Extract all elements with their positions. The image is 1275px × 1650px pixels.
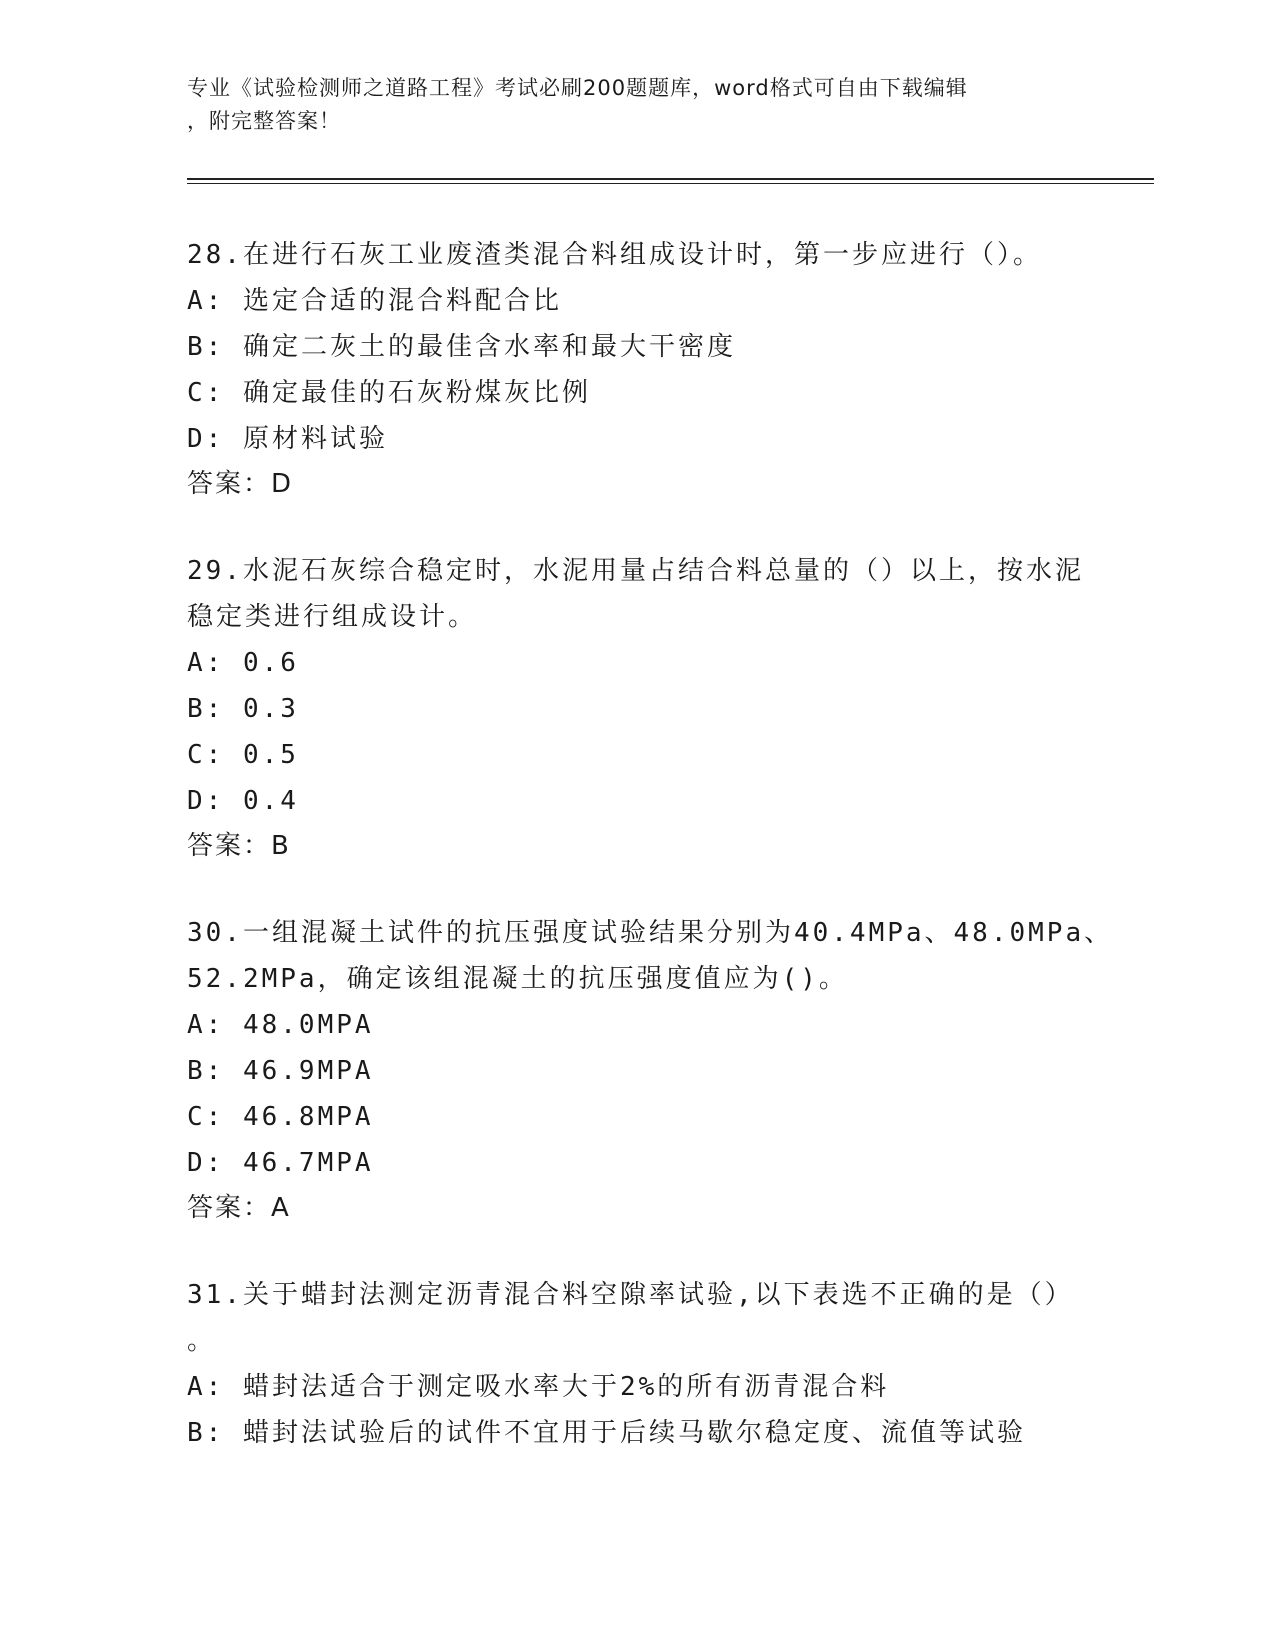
question-stem-line-2: 。: [187, 1326, 217, 1356]
question-stem-line-1: 29.水泥石灰综合稳定时，水泥用量占结合料总量的（）以上，按水泥: [187, 556, 1084, 586]
question-28: [187, 232, 1087, 506]
option-d: D: 0.4: [187, 786, 299, 816]
answer-label: 答案：B: [187, 831, 291, 861]
option-d: D: 原材料试验: [187, 424, 388, 454]
question-stem: 28.在进行石灰工业废渣类混合料组成设计时，第一步应进行（）。: [187, 240, 1042, 270]
question-stem-line-2: 52.2MPa，确定该组混凝土的抗压强度值应为()。: [187, 964, 848, 994]
question-stem-line-1: 31.关于蜡封法测定沥青混合料空隙率试验,以下表选不正确的是（）: [187, 1280, 1074, 1310]
option-a: A: 蜡封法适合于测定吸水率大于2%的所有沥青混合料: [187, 1372, 890, 1402]
option-a: A: 0.6: [187, 648, 299, 678]
option-c: C: 0.5: [187, 740, 299, 770]
question-30: [187, 910, 1114, 1230]
question-stem-line-2: 稳定类进行组成设计。: [187, 602, 478, 632]
question-29: [187, 548, 1087, 868]
answer-label: 答案：D: [187, 469, 294, 499]
option-b: B: 蜡封法试验后的试件不宜用于后续马歇尔稳定度、流值等试验: [187, 1418, 1026, 1448]
option-b: B: 确定二灰土的最佳含水率和最大干密度: [187, 332, 736, 362]
option-c: C: 46.8MPA: [187, 1102, 374, 1132]
answer-label: 答案：A: [187, 1193, 291, 1223]
option-b: B: 46.9MPA: [187, 1056, 374, 1086]
option-a: A: 选定合适的混合料配合比: [187, 286, 562, 316]
option-a: A: 48.0MPA: [187, 1010, 374, 1040]
header-divider-thin: [187, 183, 1154, 184]
option-d: D: 46.7MPA: [187, 1148, 374, 1178]
option-c: C: 确定最佳的石灰粉煤灰比例: [187, 378, 591, 408]
header-line-1: 专业《试验检测师之道路工程》考试必刷200题题库，word格式可自由下载编辑: [187, 76, 968, 100]
question-list: [187, 232, 1114, 1498]
question-31: [187, 1272, 1087, 1456]
option-b: B: 0.3: [187, 694, 299, 724]
header-line-2: ，附完整答案！: [187, 109, 341, 133]
question-stem-line-1: 30.一组混凝土试件的抗压强度试验结果分别为40.4MPa、48.0MPa、: [187, 918, 1114, 948]
header-divider-thick: [187, 178, 1154, 180]
document-header: [187, 72, 1067, 138]
